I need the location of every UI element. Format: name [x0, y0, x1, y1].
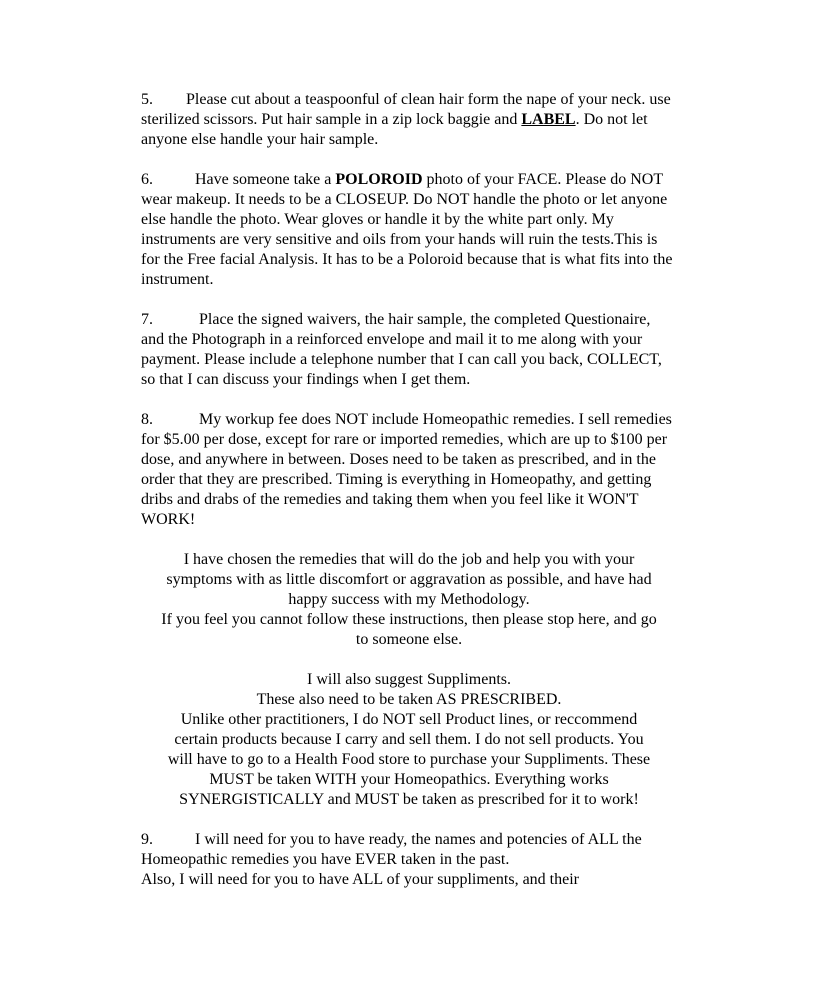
item-5-text-b: . Do not let anyone else handle your hair sample. — [141, 111, 648, 148]
item-9-text: I will need for you to have ready, the names and potencies of ALL the Homeopathic remedies you have EVER taken in the past. — [141, 831, 642, 868]
item-8-text: My workup fee does NOT include Homeopathic remedies. I sell remedies for $5.00 per dose, except for rare or imported remedies, which are up to $100 per dose, and anywhere in between. Doses need to be taken as prescribed, and in the order that they are prescribed. Timing is everything in Homeopathy, and getting dribs and drabs of the remedies and taking them when you feel like it WON'T WORK! — [141, 411, 672, 528]
item-8-number: 8. — [141, 411, 153, 428]
suppliments-line-4: certain products because I carry and sell them. I do not sell products. You — [174, 731, 644, 748]
remedies-line-1: I have chosen the remedies that will do the job and help you with your — [183, 551, 635, 568]
suppliments-line-1: I will also suggest Suppliments. — [307, 671, 511, 688]
item-8-paragraph — [141, 410, 677, 530]
remedies-line-5: to someone else. — [355, 631, 463, 648]
suppliments-line-7: SYNERGISTICALLY and MUST be taken as prescribed for it to work! — [179, 791, 639, 808]
item-7-paragraph — [141, 310, 677, 390]
item-9-text-2: Also, I will need for you to have ALL of your suppliments, and their — [141, 871, 579, 888]
item-6-text-b: photo of your FACE. Please do NOT wear makeup. It needs to be a CLOSEUP. Do NOT handle the photo or let anyone else handle the photo. Wear gloves or handle it by the white part only. My instruments are very sensitive and oils from your hands will ruin the tests.This is for the Free facial Analysis. It has to be a Poloroid because that is what fits into the instrument. — [141, 171, 673, 288]
item-5-label-emphasis: LABEL — [521, 111, 576, 128]
remedies-line-2: symptoms with as little discomfort or aggravation as possible, and have had — [166, 571, 652, 588]
item-7-number: 7. — [141, 311, 153, 328]
remedies-statement — [141, 550, 677, 650]
remedies-line-3: happy success with my Methodology. — [288, 591, 530, 608]
suppliments-statement — [141, 670, 677, 810]
document-body — [141, 90, 677, 910]
remedies-line-4: If you feel you cannot follow these instructions, then please stop here, and go — [161, 611, 657, 628]
item-6-paragraph — [141, 170, 677, 290]
suppliments-line-5: will have to go to a Health Food store to purchase your Suppliments. These — [167, 751, 651, 768]
item-9-number: 9. — [141, 831, 153, 848]
item-5-paragraph — [141, 90, 677, 150]
item-5-number: 5. — [141, 91, 153, 108]
suppliments-line-2: These also need to be taken AS PRESCRIBED. — [256, 691, 562, 708]
item-9-paragraph — [141, 830, 677, 890]
suppliments-line-6: MUST be taken WITH your Homeopathics. Everything works — [209, 771, 609, 788]
item-5-text-a: Please cut about a teaspoonful of clean hair form the nape of your neck. use sterilized scissors. Put hair sample in a zip lock baggie and — [141, 91, 671, 128]
item-6-poloroid-emphasis: POLOROID — [335, 171, 423, 188]
suppliments-line-3: Unlike other practitioners, I do NOT sell Product lines, or reccommend — [180, 711, 638, 728]
item-6-text-a: Have someone take a — [195, 171, 332, 188]
item-7-text: Place the signed waivers, the hair sample, the completed Questionaire, and the Photograph in a reinforced envelope and mail it to me along with your payment. Please include a telephone number that I can call you back, COLLECT, so that I can discuss your findings when I get them. — [141, 311, 662, 388]
item-6-number: 6. — [141, 171, 153, 188]
